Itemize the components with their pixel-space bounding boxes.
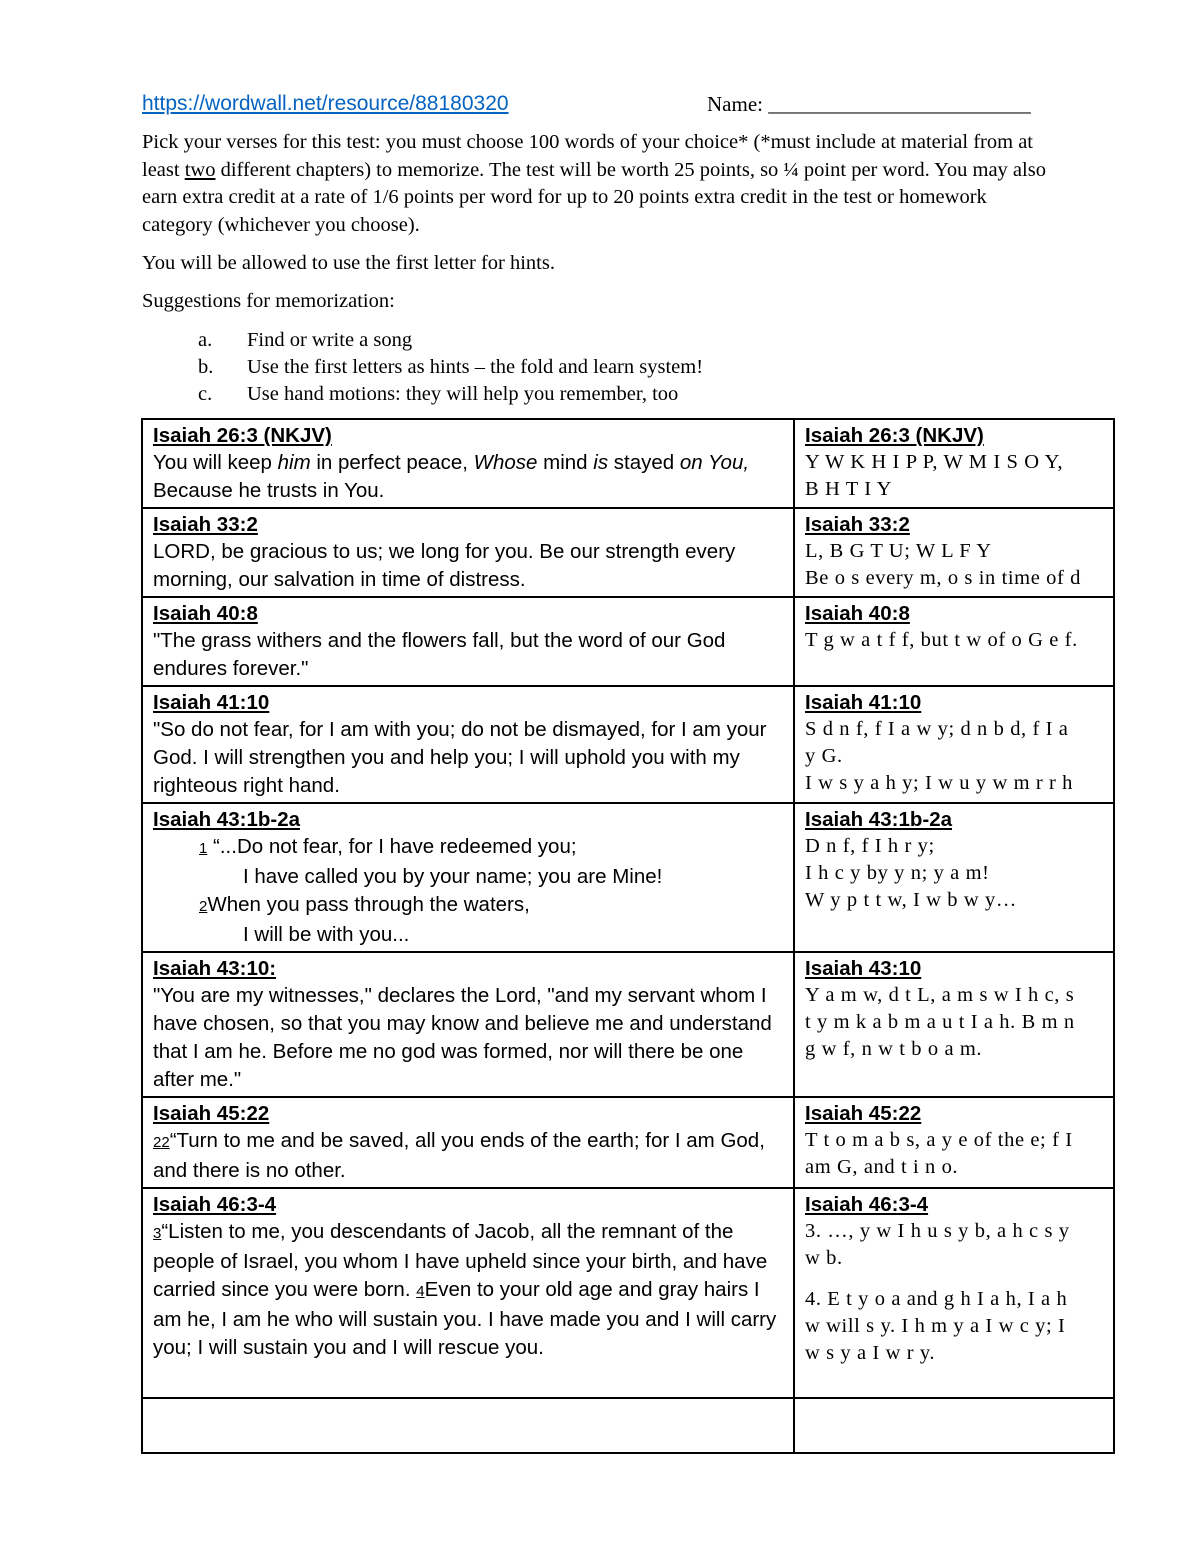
instructions-underlined: two (184, 158, 216, 181)
hint-reference: Isaiah 43:1b-2a (805, 808, 952, 831)
instructions-text-1: Pick your verses for this test: you must choose 100 words of your choice* (*must include at material from at least (142, 131, 1033, 181)
suggestions-heading: Suggestions for memorization: (142, 290, 395, 312)
verse-reference: Isaiah 33:2 (153, 513, 258, 536)
table-row-empty (142, 1398, 1114, 1453)
list-item: b. Use the first letters as hints – the fold and learn system! (198, 356, 704, 378)
instructions-text-2: different chapters) to memorize. The test will be worth 25 points, so ¼ point per word. You may also earn extra credit at a rate of 1/6 points per word for up to 20 points extra credit in the test or homework category (whichever you choose). (142, 158, 1046, 236)
table-row (142, 1097, 1114, 1188)
verse-reference: Isaiah 41:10 (153, 691, 270, 714)
name-field-label: Name: _________________________ (707, 92, 1031, 116)
verse-reference: Isaiah 43:10: (153, 957, 277, 980)
verse-reference: Isaiah 43:1b-2a (153, 808, 300, 831)
verse-cell (142, 597, 794, 686)
table-row (142, 508, 1114, 597)
list-item: a. Find or write a song (198, 329, 413, 351)
verse-cell-empty[interactable] (142, 1398, 794, 1453)
hint-cell: Isaiah 43:1b-2a D n f, f I h r y; I h c y by y n; y a m! W y p t t w, I w b w y… (794, 803, 1114, 952)
verse-reference: Isaiah 40:8 (153, 602, 258, 625)
verse-text: You will keep him in perfect peace, Whose mind is stayed on You, Because he trusts in You. (153, 451, 750, 502)
verse-line: I will be with you... (243, 923, 410, 946)
hint-cell-empty[interactable] (794, 1398, 1114, 1453)
verse-text: "The grass withers and the flowers fall, but the word of our God endures forever." (153, 629, 726, 680)
table-row (142, 686, 1114, 803)
resource-link[interactable]: https://wordwall.net/resource/88180320 (142, 92, 509, 115)
verse-text: LORD, be gracious to us; we long for you. Be our strength every morning, our salvation in time of distress. (153, 540, 736, 591)
hint-reference: Isaiah 46:3-4 (805, 1193, 929, 1216)
hint-reference: Isaiah 45:22 (805, 1102, 922, 1125)
table-row (142, 419, 1114, 508)
verse-reference: Isaiah 26:3 (NKJV) (153, 424, 332, 447)
hint-cell: Isaiah 45:22 T t o m a b s, a y e of the e; f I am G, and t i n o. (794, 1097, 1114, 1188)
hint-reference: Isaiah 41:10 (805, 691, 922, 714)
list-item: c. Use hand motions: they will help you remember, too (198, 383, 679, 405)
verse-cell (142, 803, 794, 952)
verse-reference: Isaiah 45:22 (153, 1102, 270, 1125)
verse-text: 22“Turn to me and be saved, all you ends of the earth; for I am God, and there is no other. (153, 1129, 765, 1182)
table-row (142, 597, 1114, 686)
suggestions-list (198, 327, 703, 408)
verse-cell (142, 419, 794, 508)
hint-cell: Isaiah 41:10 S d n f, f I a w y; d n b d, f I a y G. I w s y a h y; I w u y w m r r h (794, 686, 1114, 803)
hint-reference: Isaiah 40:8 (805, 602, 910, 625)
verse-cell (142, 1097, 794, 1188)
hint-cell: Isaiah 40:8 T g w a t f f, but t w of o G e f. (794, 597, 1114, 686)
table-row (142, 1188, 1114, 1398)
verse-reference: Isaiah 46:3-4 (153, 1193, 277, 1216)
header (142, 90, 1102, 120)
hint-reference: Isaiah 43:10 (805, 957, 922, 980)
verse-line: 1 “...Do not fear, for I have redeemed you; (199, 835, 577, 858)
hint-cell: Isaiah 43:10 Y a m w, d t L, a m s w I h c, s t y m k a b m a u t I a h. B m n g w f, n w t b o a m. (794, 952, 1114, 1097)
verse-cell (142, 686, 794, 803)
verse-cell (142, 1188, 794, 1398)
instructions-paragraph (142, 129, 1062, 239)
table-row (142, 803, 1114, 952)
verse-cell (142, 952, 794, 1097)
hint-reference: Isaiah 33:2 (805, 513, 910, 536)
verse-text: "You are my witnesses," declares the Lord, "and my servant whom I have chosen, so that you may know and believe me and understand that I am he. Before me no god was formed, nor will there be one after me." (153, 984, 772, 1091)
table-row (142, 952, 1114, 1097)
hint-note: You will be allowed to use the first letter for hints. (142, 252, 555, 274)
hint-reference: Isaiah 26:3 (NKJV) (805, 424, 984, 447)
verse-line: 2When you pass through the waters, (199, 893, 530, 916)
verse-cell (142, 508, 794, 597)
hint-cell: Isaiah 33:2 L, B G T U; W L F Y Be o s every m, o s in time of d (794, 508, 1114, 597)
hint-cell: Isaiah 46:3-4 3. …, y w I h u s y b, a h c s y w b. 4. E t y o a and g h I a h, I a h w will s y. I h m y a I w c y; I w s y a I w r y. (794, 1188, 1114, 1398)
verse-text: 3“Listen to me, you descendants of Jacob, all the remnant of the people of Israel, you whom I have upheld since your birth, and have carried since you were born. 4Even to your old age and gray hairs I am he, I am he who will sustain you. I have made you and I will carry you; I will sustain you and I will rescue you. (153, 1220, 777, 1359)
hint-cell: Isaiah 26:3 (NKJV) Y W K H I P P, W M I S O Y, B H T I Y (794, 419, 1114, 508)
verses-table (141, 418, 1115, 1454)
verse-line: I have called you by your name; you are Mine! (243, 865, 663, 888)
verse-text: "So do not fear, for I am with you; do not be dismayed, for I am your God. I will strengthen you and help you; I will uphold you with my righteous right hand. (153, 718, 767, 797)
